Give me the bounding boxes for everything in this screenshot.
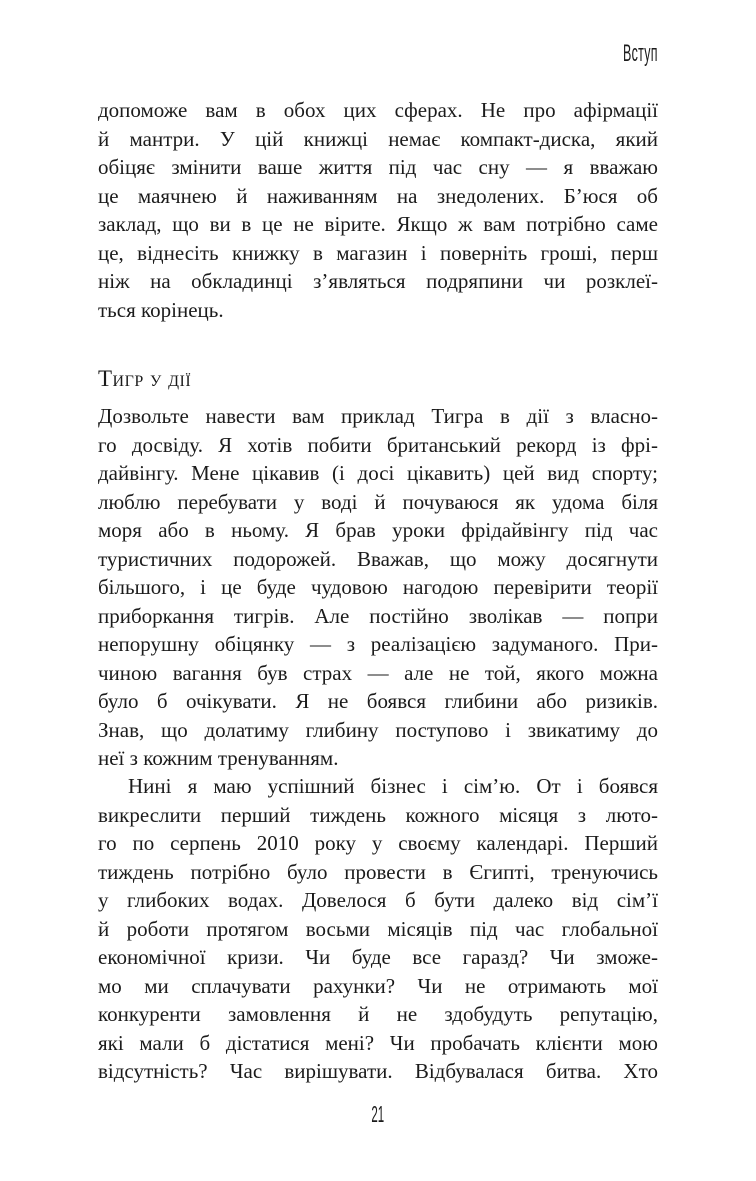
text-line: ніж на обкладинці з’являться подряпини чи розклеї- (98, 269, 658, 293)
text-line: чиною вагання був страх — але не той, якого можна (98, 660, 658, 685)
text-line: тиждень потрібно було провести в Єгипті, тренуючись (98, 859, 658, 884)
text-line: приборкання тигрів. Але постійно зволікав — попри (98, 603, 658, 628)
text-line: економічної кризи. Чи буде все гаразд? Чи зможе- (98, 945, 658, 969)
paragraph (98, 772, 658, 1086)
text-line: Нині я маю успішний бізнес і сім’ю. От і боявся (128, 774, 658, 798)
text-line: мо ми сплачувати рахунки? Чи не отримають мої (98, 973, 658, 998)
text-line: й мантри. У цій книжці немає компакт-диска, який (98, 126, 658, 151)
text-line: непорушну обіцянку — з реалізацією задуманого. При- (98, 632, 658, 656)
text-line: люблю перебувати у воді й почуваюся як удома біля (98, 489, 658, 514)
running-header: Вступ (623, 40, 658, 67)
text-line: дайвінгу. Мене цікавив (і досі цікавить) цей вид спорту; (98, 461, 658, 485)
text-line: у глибоких водах. Довелося б бути далеко від сім’ї (98, 888, 658, 912)
text-line: які мали б дістатися мені? Чи пробачать клієнти мою (98, 1030, 658, 1055)
text-line: це маячнею й наживанням на знедолених. Б’юся об (98, 183, 658, 208)
paragraph (98, 96, 658, 324)
text-line: го досвіду. Я хотів побити британський рекорд із фрі- (98, 432, 658, 457)
section-heading: Тигр у дії (98, 366, 192, 391)
text-line: допоможе вам в обох цих сферах. Не про афірмації (98, 98, 658, 122)
text-line: ться корінець. (98, 297, 224, 322)
text-line: го по серпень 2010 року у своєму календарі. Перший (98, 831, 658, 855)
text-line: це, віднесіть книжку в магазин і поверніть гроші, перш (98, 240, 658, 265)
text-line: конкуренти замовлення й не здобудуть репутацію, (98, 1002, 658, 1026)
text-line: заклад, що ви в це не вірите. Якщо ж вам потрібно саме (98, 212, 658, 236)
text-line: було б очікувати. Я не боявся глибини або ризиків. (98, 689, 658, 713)
text-line: обіцяє змінити ваше життя під час сну — я вважаю (98, 155, 658, 179)
text-line: неї з кожним тренуванням. (98, 746, 339, 770)
page-number-value: 21 (371, 1101, 385, 1127)
text-line: Дозвольте навести вам приклад Тигра в дії з власно- (98, 404, 658, 428)
text-line: й роботи протягом восьми місяців під час глобальної (98, 916, 658, 941)
page-number (0, 1102, 756, 1126)
paragraph (98, 402, 658, 773)
text-line: Знав, що долатиму глибину поступово і звикатиму до (98, 717, 658, 742)
text-line: туристичних подорожей. Вважав, що можу досягнути (98, 546, 658, 571)
text-line: викреслити перший тиждень кожного місяця з люто- (98, 802, 658, 827)
text-line: моря або в ньому. Я брав уроки фрідайвінгу під час (98, 518, 658, 542)
text-line: більшого, і це буде чудовою нагодою перевірити теорії (98, 575, 658, 599)
text-line: відсутність? Час вирішувати. Відбувалася битва. Хто (98, 1059, 658, 1083)
